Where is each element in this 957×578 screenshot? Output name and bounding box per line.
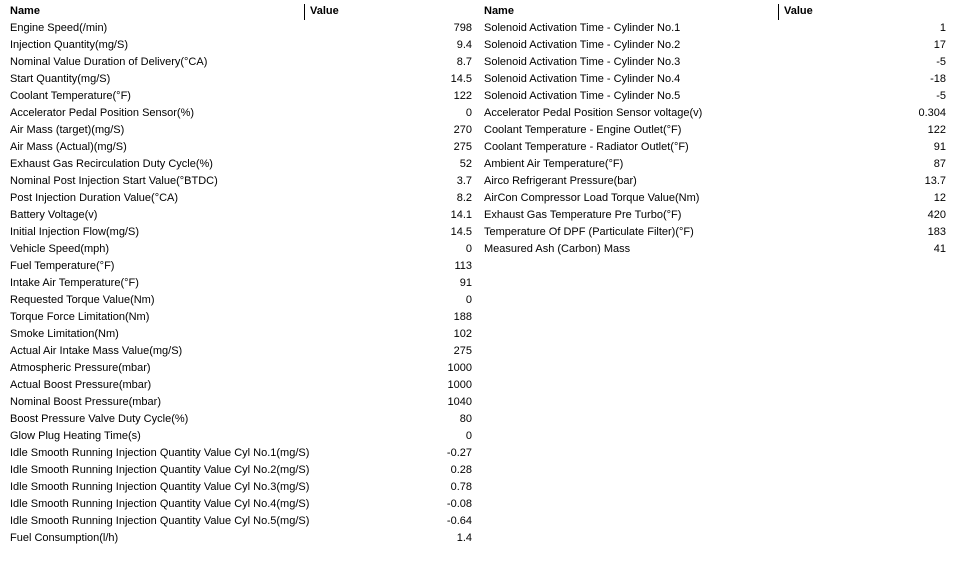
table-row[interactable]	[8, 258, 474, 275]
table-row[interactable]	[8, 105, 474, 122]
parameter-name: Solenoid Activation Time - Cylinder No.3	[484, 56, 681, 68]
table-row[interactable]	[8, 513, 474, 530]
parameter-name: Torque Force Limitation(Nm)	[10, 311, 150, 323]
parameter-value: 91	[459, 277, 472, 289]
parameter-value: 0.304	[918, 107, 946, 119]
table-row[interactable]	[8, 292, 474, 309]
parameter-name: Post Injection Duration Value(°CA)	[10, 192, 179, 204]
parameter-name: Coolant Temperature(°F)	[10, 90, 131, 102]
parameter-value: 1000	[447, 379, 472, 391]
parameter-name: Accelerator Pedal Position Sensor voltage(v)	[484, 107, 703, 119]
table-row[interactable]	[8, 173, 474, 190]
table-row[interactable]	[8, 496, 474, 513]
parameter-name: Air Mass (target)(mg/S)	[10, 124, 125, 136]
parameter-value: 17	[933, 39, 946, 51]
parameter-value: -18	[930, 73, 946, 85]
parameter-value: 183	[927, 226, 946, 238]
table-row[interactable]	[8, 37, 474, 54]
table-row[interactable]	[8, 207, 474, 224]
left-data-table	[8, 3, 474, 547]
parameter-name: Nominal Post Injection Start Value(°BTDC)	[10, 175, 218, 187]
parameter-value: 9.4	[456, 39, 472, 51]
parameter-value: 52	[459, 158, 472, 170]
parameter-name: Actual Boost Pressure(mbar)	[10, 379, 152, 391]
table-body	[482, 20, 948, 258]
parameter-value: 8.2	[456, 192, 472, 204]
table-row[interactable]	[8, 275, 474, 292]
parameter-value: -0.27	[446, 447, 472, 459]
table-row[interactable]	[482, 88, 948, 105]
parameter-value: 41	[933, 243, 946, 255]
parameter-name: Accelerator Pedal Position Sensor(%)	[10, 107, 195, 119]
parameter-value: 0.78	[450, 481, 472, 493]
parameter-value: 1.4	[456, 532, 472, 544]
parameter-value: -0.08	[446, 498, 472, 510]
table-header	[482, 3, 948, 20]
parameter-value: 275	[453, 345, 472, 357]
parameter-name: Ambient Air Temperature(°F)	[484, 158, 624, 170]
parameter-name: Injection Quantity(mg/S)	[10, 39, 128, 51]
parameter-name: Temperature Of DPF (Particulate Filter)(°F)	[484, 226, 694, 238]
parameter-value: 270	[453, 124, 472, 136]
table-row[interactable]	[8, 156, 474, 173]
parameter-value: 0	[465, 294, 472, 306]
table-row[interactable]	[8, 139, 474, 156]
table-row[interactable]	[8, 326, 474, 343]
parameter-value: 1000	[447, 362, 472, 374]
table-header	[8, 3, 474, 20]
name-column-header[interactable]: Name	[10, 5, 40, 17]
table-row[interactable]	[482, 173, 948, 190]
parameter-name: Vehicle Speed(mph)	[10, 243, 110, 255]
table-row[interactable]	[8, 428, 474, 445]
table-row[interactable]	[482, 37, 948, 54]
parameter-value: 80	[459, 413, 472, 425]
parameter-value: 1	[939, 22, 946, 34]
table-row[interactable]	[482, 20, 948, 37]
parameter-name: Actual Air Intake Mass Value(mg/S)	[10, 345, 183, 357]
parameter-name: Idle Smooth Running Injection Quantity Value Cyl No.4(mg/S)	[10, 498, 310, 510]
parameter-name: Exhaust Gas Temperature Pre Turbo(°F)	[484, 209, 682, 221]
table-body	[8, 20, 474, 547]
table-row[interactable]	[482, 105, 948, 122]
parameter-name: Idle Smooth Running Injection Quantity Value Cyl No.3(mg/S)	[10, 481, 310, 493]
parameter-name: Solenoid Activation Time - Cylinder No.1	[484, 22, 681, 34]
parameter-name: AirCon Compressor Load Torque Value(Nm)	[484, 192, 700, 204]
parameter-value: 87	[933, 158, 946, 170]
parameter-name: Solenoid Activation Time - Cylinder No.2	[484, 39, 681, 51]
parameter-value: 0	[465, 243, 472, 255]
parameter-value: 3.7	[456, 175, 472, 187]
parameter-name: Airco Refrigerant Pressure(bar)	[484, 175, 637, 187]
parameter-name: Start Quantity(mg/S)	[10, 73, 111, 85]
table-row[interactable]	[8, 241, 474, 258]
parameter-value: -5	[936, 56, 946, 68]
parameter-name: Requested Torque Value(Nm)	[10, 294, 155, 306]
parameter-name: Air Mass (Actual)(mg/S)	[10, 141, 127, 153]
table-row[interactable]	[8, 445, 474, 462]
table-row[interactable]	[8, 224, 474, 241]
parameter-name: Coolant Temperature - Radiator Outlet(°F)	[484, 141, 689, 153]
parameter-name: Battery Voltage(v)	[10, 209, 98, 221]
table-row[interactable]	[8, 88, 474, 105]
column-resize-handle[interactable]	[778, 4, 779, 20]
table-row[interactable]	[8, 394, 474, 411]
parameter-name: Solenoid Activation Time - Cylinder No.4	[484, 73, 681, 85]
parameter-value: 113	[454, 260, 472, 272]
table-row[interactable]	[482, 207, 948, 224]
parameter-name: Solenoid Activation Time - Cylinder No.5	[484, 90, 681, 102]
parameter-name: Fuel Temperature(°F)	[10, 260, 115, 272]
table-row[interactable]	[8, 360, 474, 377]
parameter-value: 14.5	[450, 73, 472, 85]
parameter-value: 8.7	[456, 56, 472, 68]
name-column-header[interactable]: Name	[484, 5, 514, 17]
table-row[interactable]	[482, 156, 948, 173]
parameter-name: Exhaust Gas Recirculation Duty Cycle(%)	[10, 158, 213, 170]
parameter-name: Engine Speed(/min)	[10, 22, 108, 34]
table-row[interactable]	[8, 462, 474, 479]
table-row[interactable]	[482, 224, 948, 241]
table-row[interactable]	[482, 190, 948, 207]
table-row[interactable]	[8, 309, 474, 326]
table-row[interactable]	[8, 343, 474, 360]
column-resize-handle[interactable]	[304, 4, 305, 20]
parameter-name: Nominal Boost Pressure(mbar)	[10, 396, 161, 408]
parameter-value: 798	[453, 22, 472, 34]
table-row[interactable]	[8, 479, 474, 496]
parameter-name: Initial Injection Flow(mg/S)	[10, 226, 139, 238]
parameter-name: Intake Air Temperature(°F)	[10, 277, 139, 289]
parameter-value: 14.1	[450, 209, 472, 221]
parameter-name: Smoke Limitation(Nm)	[10, 328, 119, 340]
table-row[interactable]	[8, 377, 474, 394]
parameter-name: Glow Plug Heating Time(s)	[10, 430, 141, 442]
parameter-value: 14.5	[450, 226, 472, 238]
table-row[interactable]	[8, 530, 474, 547]
table-row[interactable]	[8, 71, 474, 88]
right-data-table	[482, 3, 948, 258]
parameter-value: 0.28	[450, 464, 472, 476]
parameter-name: Atmospheric Pressure(mbar)	[10, 362, 151, 374]
value-column-header[interactable]: Value	[310, 5, 339, 17]
parameter-value: 420	[927, 209, 946, 221]
parameter-value: 12	[933, 192, 946, 204]
parameter-value: 0	[465, 107, 472, 119]
parameter-value: 275	[453, 141, 472, 153]
table-row[interactable]	[8, 411, 474, 428]
parameter-value: -0.64	[446, 515, 472, 527]
parameter-value: 122	[927, 124, 946, 136]
parameter-value: 122	[453, 90, 472, 102]
parameter-name: Coolant Temperature - Engine Outlet(°F)	[484, 124, 682, 136]
table-row[interactable]	[8, 20, 474, 37]
table-row[interactable]	[482, 139, 948, 156]
table-row[interactable]	[8, 54, 474, 71]
parameter-value: 1040	[447, 396, 472, 408]
table-row[interactable]	[482, 54, 948, 71]
parameter-value: 188	[453, 311, 472, 323]
parameter-name: Boost Pressure Valve Duty Cycle(%)	[10, 413, 189, 425]
value-column-header[interactable]: Value	[784, 5, 813, 17]
parameter-name: Measured Ash (Carbon) Mass	[484, 243, 631, 255]
table-row[interactable]	[8, 190, 474, 207]
parameter-value: -5	[936, 90, 946, 102]
table-row[interactable]	[482, 241, 948, 258]
table-row[interactable]	[482, 122, 948, 139]
parameter-name: Idle Smooth Running Injection Quantity Value Cyl No.2(mg/S)	[10, 464, 310, 476]
parameter-name: Idle Smooth Running Injection Quantity Value Cyl No.5(mg/S)	[10, 515, 310, 527]
parameter-name: Nominal Value Duration of Delivery(°CA)	[10, 56, 208, 68]
table-row[interactable]	[8, 122, 474, 139]
table-row[interactable]	[482, 71, 948, 88]
parameter-value: 102	[453, 328, 472, 340]
parameter-value: 0	[465, 430, 472, 442]
parameter-value: 13.7	[924, 175, 946, 187]
parameter-value: 91	[933, 141, 946, 153]
parameter-name: Fuel Consumption(l/h)	[10, 532, 119, 544]
parameter-name: Idle Smooth Running Injection Quantity Value Cyl No.1(mg/S)	[10, 447, 310, 459]
